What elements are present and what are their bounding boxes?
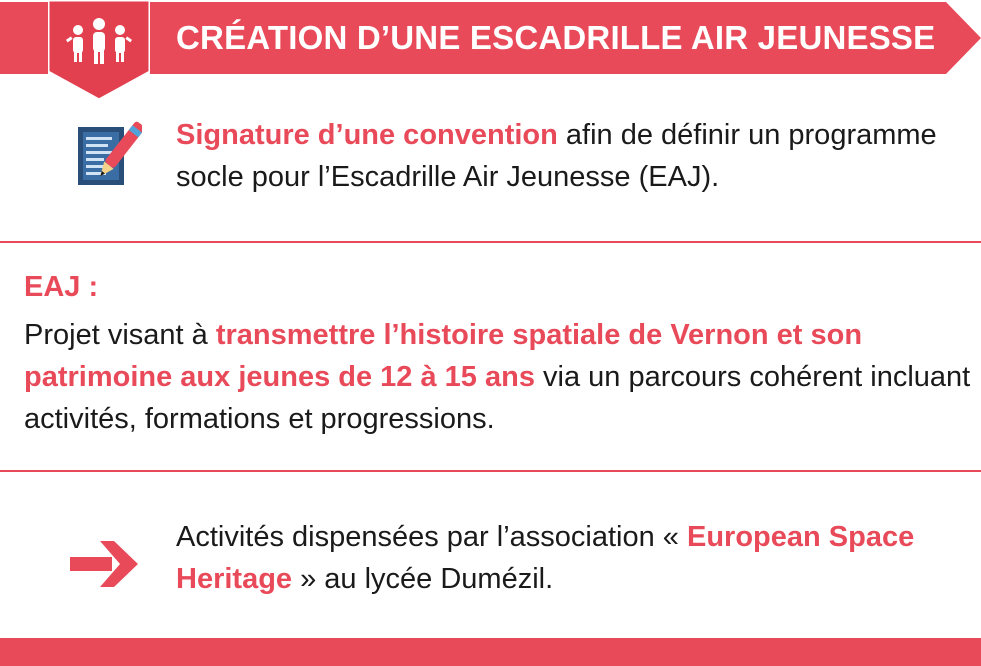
convention-block [176, 114, 966, 198]
eaj-intro: Projet visant à [24, 319, 216, 351]
eaj-text [24, 314, 974, 440]
activities-highlight: European Space Heritage [176, 521, 915, 595]
eaj-block [24, 314, 974, 440]
page-title: CRÉATION D’UNE ESCADRILLE AIR JEUNESSE [176, 19, 936, 56]
activities-rest: » au lycée Dumézil. [292, 563, 554, 595]
activities-intro: Activités dispensées par l’association « [176, 521, 687, 553]
arrow-right-icon [70, 541, 138, 587]
eaj-label: EAJ : [24, 271, 99, 303]
eaj-rest: via un parcours cohérent incluant activités, formations et progressions. [24, 361, 971, 435]
divider-2 [0, 470, 981, 472]
bottom-band [0, 638, 981, 666]
activities-text [176, 516, 966, 600]
convention-highlight: Signature d’une convention [176, 119, 558, 151]
convention-rest: afin de définir un programme socle pour l’Escadrille Air Jeunesse (EAJ). [176, 119, 937, 193]
header-badge [48, 0, 150, 100]
eaj-highlight: transmettre l’histoire spatiale de Vernon et son patrimoine aux jeunes de 12 à 15 ans [24, 319, 863, 393]
document-pen-icon [76, 115, 142, 189]
divider-1 [0, 241, 981, 243]
activities-block [176, 516, 966, 600]
convention-text [176, 114, 966, 198]
